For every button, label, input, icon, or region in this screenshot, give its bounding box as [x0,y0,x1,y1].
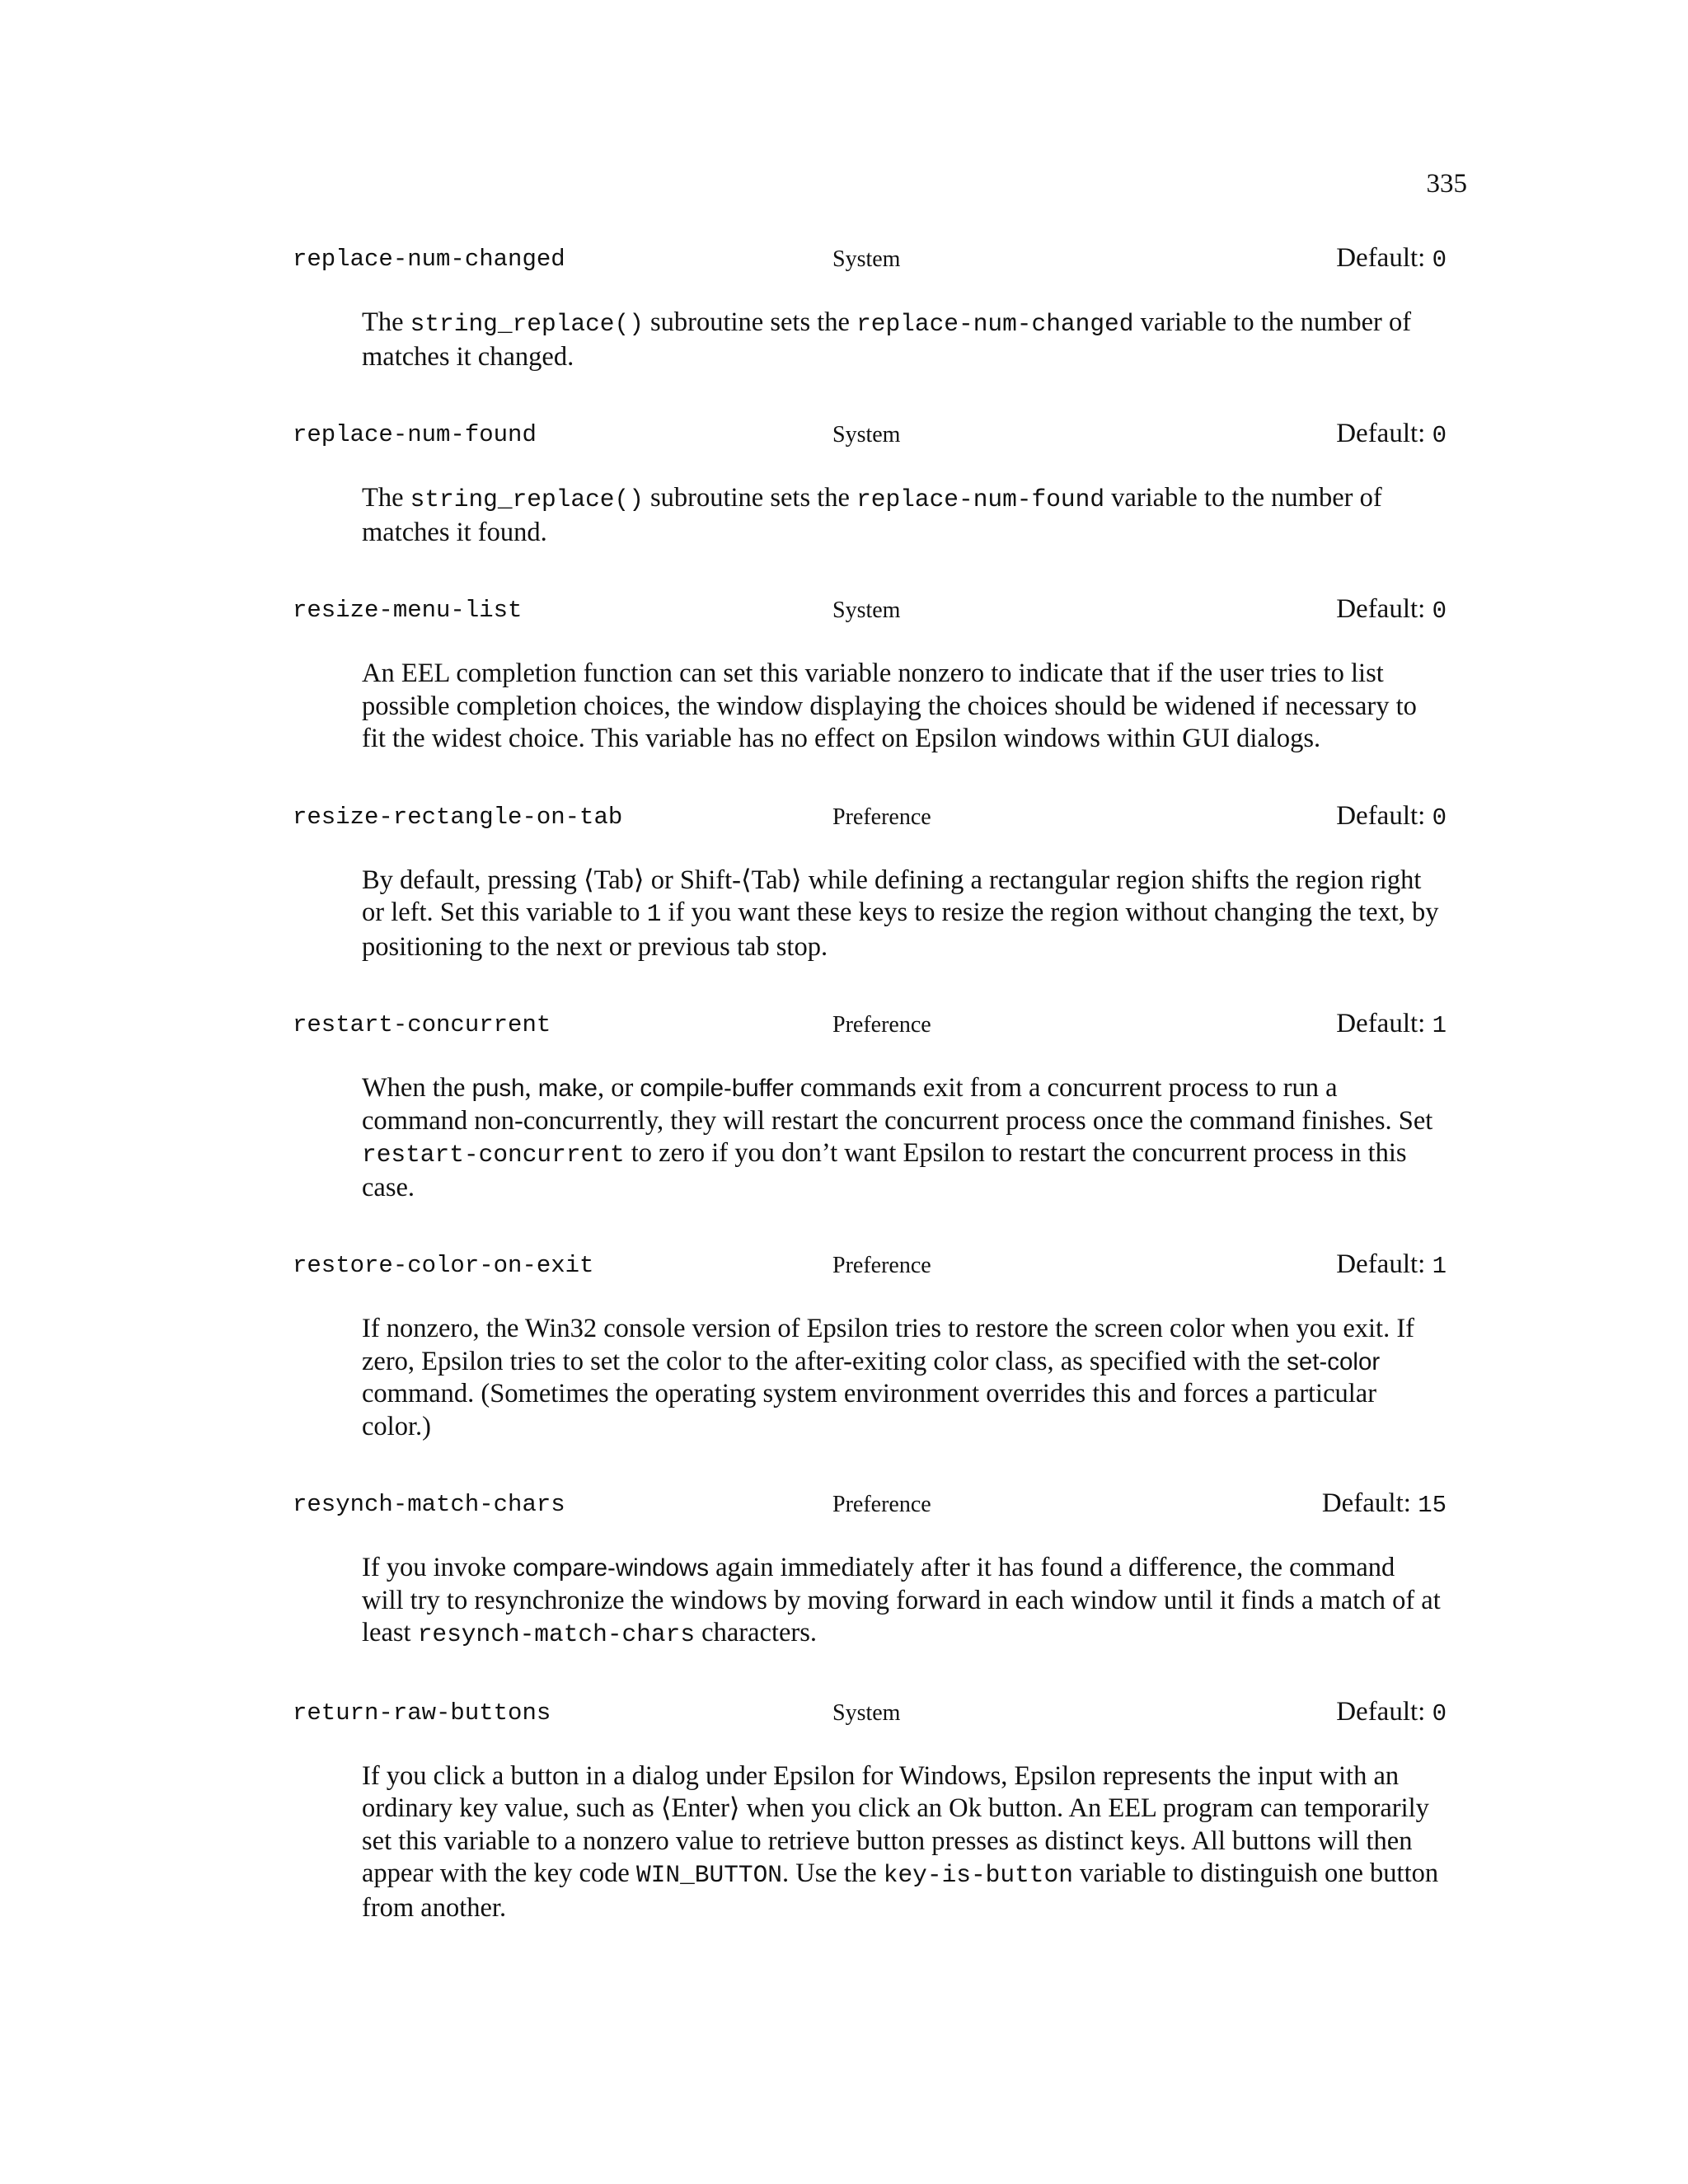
variable-type: Preference [832,1492,931,1517]
variable-type: System [832,422,901,448]
description-text: subroutine sets the [643,483,857,513]
variable-entry [293,239,1447,373]
description-text: The [362,483,410,513]
description-text: The [362,307,410,337]
command-name: compare-windows [513,1554,709,1582]
entry-header [293,239,1447,285]
variable-type: Preference [832,1253,931,1278]
variable-description [362,1552,1447,1652]
variable-type: System [832,246,901,272]
variable-name: resize-menu-list [293,597,523,624]
default-label: Default: [1336,1696,1426,1727]
variable-name: resynch-match-chars [293,1491,565,1518]
default-value: 0 [1432,598,1447,625]
description-text: characters. [695,1618,817,1647]
command-name: push [471,1075,525,1102]
variable-default [1336,1249,1447,1280]
variable-name: restore-color-on-exit [293,1252,594,1279]
inline-code: replace-num-found [856,485,1105,513]
variable-type: Preference [832,804,931,830]
variable-entry [293,1005,1447,1204]
variable-name: replace-num-changed [293,246,565,273]
variable-entry [293,797,1447,964]
variable-type: System [832,1699,901,1726]
description-text: command. (Sometimes the operating system environment overrides this and forces a particular color.) [362,1346,1387,1441]
variable-description [362,482,1442,549]
variable-name: return-raw-buttons [293,1699,551,1727]
description-text: By default, pressing ⟨Tab⟩ or Shift-⟨Tab⟩ while defining a rectangular region shifts the region right or left. Set this variable to [362,865,1428,927]
description-text: variable to the number of matches it found. [362,483,1389,547]
description-text: variable to distinguish one button from another. [362,1858,1446,1923]
inline-code: restart-concurrent [362,1141,625,1169]
variable-description [362,307,1442,373]
inline-code: resynch-match-chars [417,1620,696,1648]
page-number: 335 [1426,169,1467,199]
default-label: Default: [1336,1009,1426,1038]
default-label: Default: [1336,800,1426,831]
description-text: If nonzero, the Win32 console version of Epsilon tries to restore the screen color when you exit. If zero, Epsilon tries to set the color to the after-exiting color class, as specified with the [362,1314,1422,1376]
description-text: subroutine sets the [643,307,857,337]
variable-entries [293,239,1447,1966]
default-value: 0 [1432,422,1447,449]
default-label: Default: [1336,243,1426,273]
variable-entry [293,415,1447,549]
description-text: An EEL completion function can set this variable nonzero to indicate that if the user tries to list possible completion choices, the window displaying the choices should be widened if necessary to fit the widest choice. This variable has no effect on Epsilon windows within GUI dialogs. [362,658,1423,753]
description-text: again immediately after it has found a difference, the command will try to resynchronize the windows by moving forward in each window until it finds a match of at least [362,1553,1447,1647]
default-value: 15 [1418,1492,1447,1519]
variable-default [1336,801,1447,832]
variable-default [1322,1488,1447,1519]
variable-entry [293,1693,1447,1925]
default-value: 1 [1432,1253,1447,1280]
command-name: compile-buffer [640,1075,794,1102]
description-text: , or [597,1073,640,1103]
description-text: commands exit from a concurrent process to run a command non-concurrently, they will restart the concurrent process once the command finishes. Set [362,1073,1440,1136]
variable-name: replace-num-found [293,421,537,448]
inline-code: key-is-button [883,1861,1073,1889]
inline-code: 1 [646,900,662,928]
default-value: 0 [1432,246,1447,274]
variable-default [1336,1009,1447,1039]
entry-header [293,1693,1447,1739]
entry-header [293,797,1447,843]
description-text: variable to the number of matches it changed. [362,307,1418,372]
variable-default [1336,1697,1447,1727]
variable-entry [293,1484,1447,1652]
variable-default [1336,594,1447,625]
default-label: Default: [1336,419,1426,448]
variable-type: System [832,598,901,623]
description-text: , [524,1073,538,1103]
variable-description [362,658,1442,756]
entry-header [293,415,1447,461]
entry-header [293,1245,1447,1291]
description-text: If you click a button in a dialog under Epsilon for Windows, Epsilon represents the input with an ordinary key value, such as ⟨Enter⟩ when you click an Ok button. An EEL program can temporarily set this variable to a nonzero value to retrieve button presses as distinct keys. All buttons will then appear with the key code [362,1760,1437,1888]
variable-entry [293,590,1447,756]
variable-default [1336,419,1447,449]
variable-name: restart-concurrent [293,1011,551,1038]
default-value: 1 [1432,1012,1447,1039]
inline-code: replace-num-changed [856,310,1134,338]
entry-header [293,590,1447,636]
description-text: if you want these keys to resize the region without changing the text, by positioning to the next or previous tab stop. [362,898,1446,962]
variable-entry [293,1245,1447,1443]
default-label: Default: [1336,594,1426,624]
variable-description [362,865,1446,964]
variable-default [1336,243,1447,274]
description-text: When the [362,1073,472,1103]
command-name: make [537,1075,598,1102]
default-label: Default: [1336,1249,1426,1279]
variable-description [362,1313,1442,1443]
inline-code: string_replace() [410,310,644,338]
description-text: to zero if you don’t want Epsilon to restart the concurrent process in this case. [362,1138,1414,1202]
default-label: Default: [1321,1488,1411,1518]
variable-description [362,1072,1442,1204]
description-text: If you invoke [362,1553,513,1582]
entry-header [293,1005,1447,1051]
default-value: 0 [1432,804,1447,832]
command-name: set-color [1287,1347,1381,1376]
description-text: . Use the [782,1858,884,1888]
inline-code: string_replace() [410,485,644,513]
variable-type: Preference [832,1012,931,1038]
variable-name: resize-rectangle-on-tab [293,803,623,831]
entry-header [293,1484,1447,1530]
variable-description [362,1760,1446,1925]
inline-code: WIN_BUTTON [635,1861,783,1889]
default-value: 0 [1432,1699,1447,1727]
